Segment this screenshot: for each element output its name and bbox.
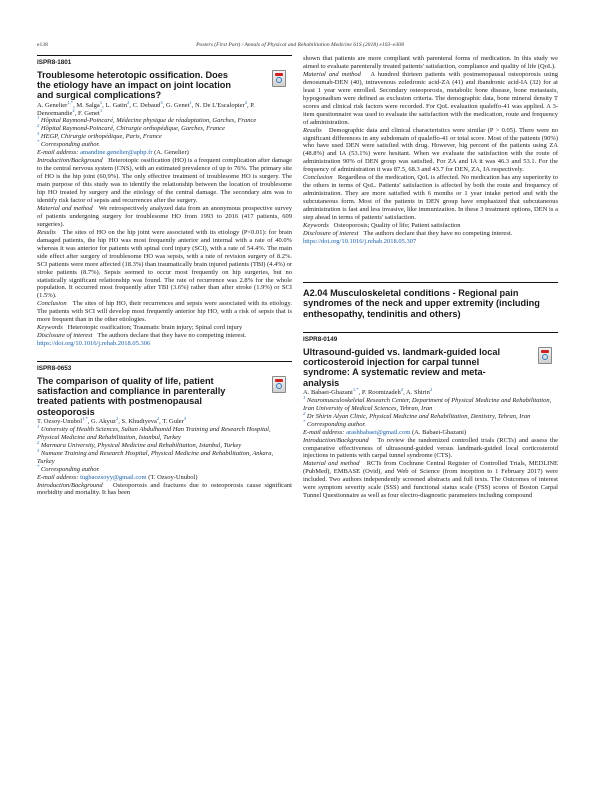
abstract-section: Disclosure of interest The authors declare that they have no competing interest.	[37, 332, 247, 340]
abstract-section: Disclosure of interest The authors declare that they have no competing interest.	[303, 229, 513, 237]
abstract-title: The comparison of quality of life, patient satisfaction and compliance in parenterally treated patients with postmenopausal osteoporosis	[37, 376, 226, 417]
email-link[interactable]: arashbabaei@gmail.com	[346, 428, 411, 436]
affiliation: $^1$ University of Health Sciences, Sultan Abdulhamid Han Training and Research Hospital, Physical Medicine and Rehabilitation, Istanbul, Turkey	[37, 423, 271, 441]
email-line: E-mail address: tugbaozsoyy@gmail.com (T. Ozsoy-Unubol)	[37, 473, 198, 481]
author-list: A. Babaei-Ghazani$^{1,*}$, P. Roomizadeh$^2$, A. Shirin$^2$	[303, 386, 433, 396]
affiliation: $^2$ Hôpital Raymond-Poincaré, Chirurgie orthopédique, Garches, France	[37, 123, 225, 133]
abstract-section: Material and method A hundred thirteen patients with postmenopausal osteoporosis using denosumab-DEN (40), intravenous zoledronic acid-ZA (41) and ibandronic acid-IA (32) for at least 1 year were enrolled. Secondary osteoporosis, metabolic bone disease, bone metastasis, hypogonadism were defined as exclusion criteria. The demographic data, bone mineral density T scores and clinical risk factors were recorded. For QoL evaluation qualeffo-41 was applied. A 3-item questionnaire was used to evaluate the satisfaction with the medication, route and frequency of administration.	[303, 70, 558, 126]
left-column	[37, 55, 292, 497]
crossmark-icon[interactable]	[272, 70, 286, 87]
abstract-id: ISPR8-1801	[37, 59, 72, 66]
section-heading: A2.04 Musculoskeletal conditions - Regional pain syndromes of the neck and upper extremity (including enthesopathy, tendinitis and others)	[303, 287, 540, 319]
abstract-title: Ultrasound-guided vs. landmark-guided local corticosteroid injection for carpal tunnel syndrome: A systematic review and meta-analysis	[303, 347, 501, 388]
affiliation: $^3$ HEGP, Chirurgie orthopédique, Paris, France	[37, 131, 162, 141]
right-column	[303, 55, 558, 500]
affiliation: $^2$ Marmara University, Physical Medicine and Rehabilitation, Istanbul, Turkey	[37, 439, 242, 449]
running-head	[37, 42, 563, 54]
affiliation: * Corresponding author.	[37, 463, 100, 473]
affiliation: $^1$ Hôpital Raymond-Poincaré, Médecine physique de réadaptation, Garches, France	[37, 115, 257, 125]
abstract-section: shown that patients are more compliant with parenteral forms of medication. In this study we aimed to evaluate parenterally treated patients' satisfaction, compliance and quality of life (QoL).	[303, 55, 558, 70]
crossmark-icon[interactable]	[272, 376, 286, 393]
abstract-section: Material and method RCTs from Cochrane Central Register of Controlled Trials, MEDLINE (PubMed), EMBASE (Ovid), and Web of Science (from inception to 1 February 2017) were included. Two authors independently screened abstracts and full texts. The Outcomes of interest were symptom severity scale (SSS) and functional status scale (FSS) scores of Boston Carpal Tunnel Questionnaire as well as four electro-diagnostic parameters including compound	[303, 460, 558, 500]
affiliation: * Corresponding author.	[37, 139, 100, 149]
abstract-section: Results The sites of HO on the hip joint were associated with its etiology (P<0.01): for brain damaged patients, the hip HO was most frequently anterior and internal with a rate of 40.0% whereas it was anterior for patients with spinal cord injury (SCI), with a rate of 54.4%. The main side effect after surgery of troublesome HO was sepsis, with a rate of revision surgery of 8.2%. SCI patients were more affected (18.3%) than traumatically brain injured patients (TBI) (4.4%) or stroke patients (8.7%). Sepsis seemed to occur most frequently on hip surgeries, but no statistically significant relationship was found. The rate of recurrence was 2.8% for the whole population. It occurred most frequently after TBI (3.6%) rather than after stroke (1.9%) or SCI (1.5%).	[37, 228, 292, 300]
affiliation: $^3$ Numune Training and Research Hospital, Physical Medicine and Rehabilitation, Ankara, Turkey	[37, 447, 274, 465]
abstract-section: Introduction/Background Osteoporosis and fractures due to osteoporosis cause significant morbidity and mortality. It has been	[37, 481, 292, 497]
abstract-id: ISPR8-0149	[303, 336, 338, 344]
abstract-section: Results Demographic data and clinical characteristics were similar (P > 0.05). There were no significant differences in any subdomain of qualeffo-41 or total score. Most of the patients (90%) who have used DEN were satisfied with drug. However, big percent of the patients using ZA (48.8%) and IA (53.1%) were hesitant. When we evaluate the satisfaction with the route of administration 90% of DEN group was satisfied. For ZA and IA it was 46.3 and 53.1. For the frequency of administration it was 87.5, 68.3 and 43.7 for DEN, ZA, IA respectively.	[303, 126, 559, 174]
doi-link[interactable]: https://doi.org/10.1016/j.rehab.2018.05.306	[37, 340, 151, 348]
email-link[interactable]: tugbaozsoyy@gmail.com	[80, 473, 147, 481]
abstract-section: Keywords Osteoporosis; Quality of life; Patient satisfaction	[303, 222, 461, 230]
abstract-section: Introduction/Background To review the randomized controlled trials (RCTs) and assess the comparative effectiveness of ultrasound-guided versus landmark-guided local corticosteroid injections in patients with carpal tunnel syndrome (CTS).	[303, 436, 559, 460]
abstract-section: Keywords Heterotopic ossification; Traumatic brain injury; Spinal cord injury	[37, 324, 243, 332]
affiliation: * Corresponding author.	[303, 418, 366, 428]
abstract-section: Conclusion Regardless of the medication, QoL is affected. No medication has any superiority to the others in terms of QoL. Patients' satisfaction is affected by both the route and frequency of administration. They are more satisfied with 6 months or 1 year intake period and with the subcutaneous form. Most of the patients in DEN group have emphasized that subcutaneous administration is fast and less invasive, like immunization. In these 3 treatment options, DEN is a step ahead in terms of patients' satisfaction.	[303, 174, 558, 222]
abstract-title: Troublesome heterotopic ossification. Does the etiology have an impact on joint location and surgical complications?	[37, 69, 231, 101]
author-list: A. Genelier$^{1,*}$, M. Salga$^1$, L. Gatin$^2$, C. Debaud$^3$, G. Genet$^1$, N. De L'Escalopier$^2$, P. Denormandie$^2$, F. Genet$^1$	[37, 99, 255, 117]
email-line: E-mail address: arashbabaei@gmail.com (A. Babaei-Ghazani)	[303, 428, 467, 436]
abstract-section: Material and method We retrospectively analyzed data from an anonymous prospective survey of patients undergoing surgery for troublesome HO from 1993 to 2016 (417 patients, 609 surgeries).	[37, 204, 293, 228]
abstract-section: Conclusion The sites of hip HO, their recurrences and sepsis were associated with its etiology. The patients with SCI will develop most frequently anterior hip HO, with a risk of sepsis that is more frequent than in the other etiologies.	[37, 300, 292, 324]
abstract-section: Introduction/Background Heterotopic ossification (HO) is a frequent complication after damage to the central nervous system (CNS), with an estimated prevalence of up to 76%. The primary site of HO is the hip joint (60,9%). The only effective treatment of troublesome HO is surgery. The main purpose of this study was to identify the relationship between the location of troublesome hip HO treated by surgery and the etiology of the central damage. The secondary aim was to identify risk factor of sepsis and recurrences after the surgery.	[37, 157, 292, 204]
email-line: E-mail address: amandine.genelier@aphp.fr (A. Genelier)	[37, 149, 189, 157]
crossmark-icon[interactable]	[538, 347, 552, 364]
author-list: T. Ozsoy-Unubol$^{1,*}$, G. Akyuz$^2$, S. Khudiyeva$^2$, T. Guler$^3$	[37, 415, 187, 425]
doi-link[interactable]: https://doi.org/10.1016/j.rehab.2018.05.307	[303, 237, 417, 245]
abstract-id: ISPR8-0653	[37, 365, 72, 373]
affiliation: $^2$ Dr Shirin Alyan Clinic, Physical Medicine and Rehabilitation, Dentistry, Tehran, Iran	[303, 410, 531, 420]
affiliation: $^1$ Neuromusculoskeletal Research Center, Department of Physical Medicine and Rehabilitation, Iran University of Medical Sciences, Tehran, Iran	[303, 394, 552, 412]
journal-citation: Posters (First Part) / Annals of Physical and Rehabilitation Medicine 61S (2018) e103–e308	[196, 42, 404, 48]
email-link[interactable]: amandine.genelier@aphp.fr	[80, 149, 153, 157]
page-number: e138	[37, 42, 48, 48]
